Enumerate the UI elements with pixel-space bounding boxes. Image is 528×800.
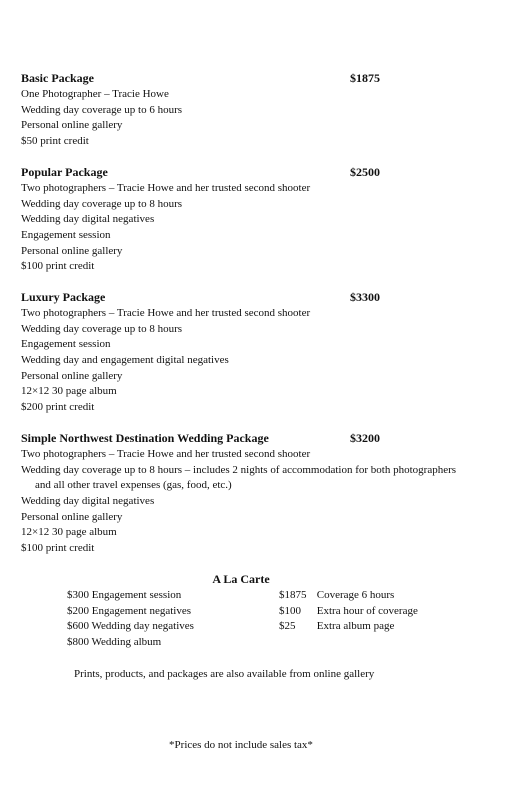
a-la-carte-amount: $25 [279,620,296,633]
a-la-carte-item: $600 Wedding day negatives [67,620,194,633]
a-la-carte-amount: $1875 [279,589,307,601]
package-price: $2500 [350,165,380,179]
package-header [21,71,511,87]
package-feature: $100 print credit [21,542,95,555]
a-la-carte-left-list [67,588,194,651]
package-title: Simple Northwest Destination Wedding Package [21,431,269,445]
package-feature: Two photographers – Tracie Howe and her trusted second shooter [21,307,311,319]
package-title: Popular Package [21,165,108,179]
package-feature: $200 print credit [21,401,95,414]
package-feature: Wedding day coverage up to 8 hours [21,322,183,335]
package-feature: Personal online gallery [21,244,123,257]
a-la-carte-item: $800 Wedding album [67,636,162,649]
a-la-carte-label: Extra hour of coverage [316,604,418,617]
package-feature: Two photographers – Tracie Howe and her trusted second shooter [21,448,311,460]
package-feature: $50 print credit [21,135,89,148]
package-feature: $100 print credit [21,260,95,273]
package-header [21,431,511,447]
package-feature: Engagement session [21,338,111,351]
package-price: $3300 [350,290,380,304]
package-popular [21,165,511,275]
package-title: Luxury Package [21,290,106,304]
package-basic [21,71,511,150]
package-feature: Two photographers – Tracie Howe and her trusted second shooter [21,182,311,194]
a-la-carte-item: $200 Engagement negatives [67,604,192,617]
package-price: $1875 [350,71,380,85]
tax-note: *Prices do not include sales tax* [169,739,313,751]
package-feature: Personal online gallery [21,369,123,382]
package-header [21,290,511,306]
package-feature: Wedding day digital negatives [21,495,155,508]
package-feature: Personal online gallery [21,510,123,523]
package-feature: Engagement session [21,229,111,242]
a-la-carte-item [279,619,418,635]
package-title: Basic Package [21,71,94,85]
a-la-carte-item: $300 Engagement session [67,589,182,601]
package-feature-continuation: and all other travel expenses (gas, food, etc.) [35,479,232,492]
package-feature: Wedding day coverage up to 8 hours [21,197,183,210]
package-feature: 12×12 30 page album [21,526,117,539]
package-header [21,165,511,181]
a-la-carte-label: Coverage 6 hours [316,589,395,601]
a-la-carte-right-list [279,588,418,635]
package-feature: Personal online gallery [21,119,123,132]
package-luxury [21,290,511,416]
package-feature: Wedding day digital negatives [21,213,155,226]
package-feature: Wedding day coverage up to 6 hours [21,103,183,116]
gallery-note: Prints, products, and packages are also available from online gallery [74,668,375,680]
a-la-carte-item [279,588,418,604]
package-feature: One Photographer – Tracie Howe [21,88,169,100]
package-feature: Wedding day and engagement digital negatives [21,354,229,367]
a-la-carte-title: A La Carte [212,572,270,586]
package-destination [21,431,511,557]
a-la-carte-label: Extra album page [316,620,395,633]
a-la-carte-item [279,604,418,620]
package-feature: Wedding day coverage up to 8 hours – includes 2 nights of accommodation for both photographers [21,463,457,476]
package-feature: 12×12 30 page album [21,385,117,398]
a-la-carte-amount: $100 [279,604,301,617]
package-price: $3200 [350,431,380,445]
